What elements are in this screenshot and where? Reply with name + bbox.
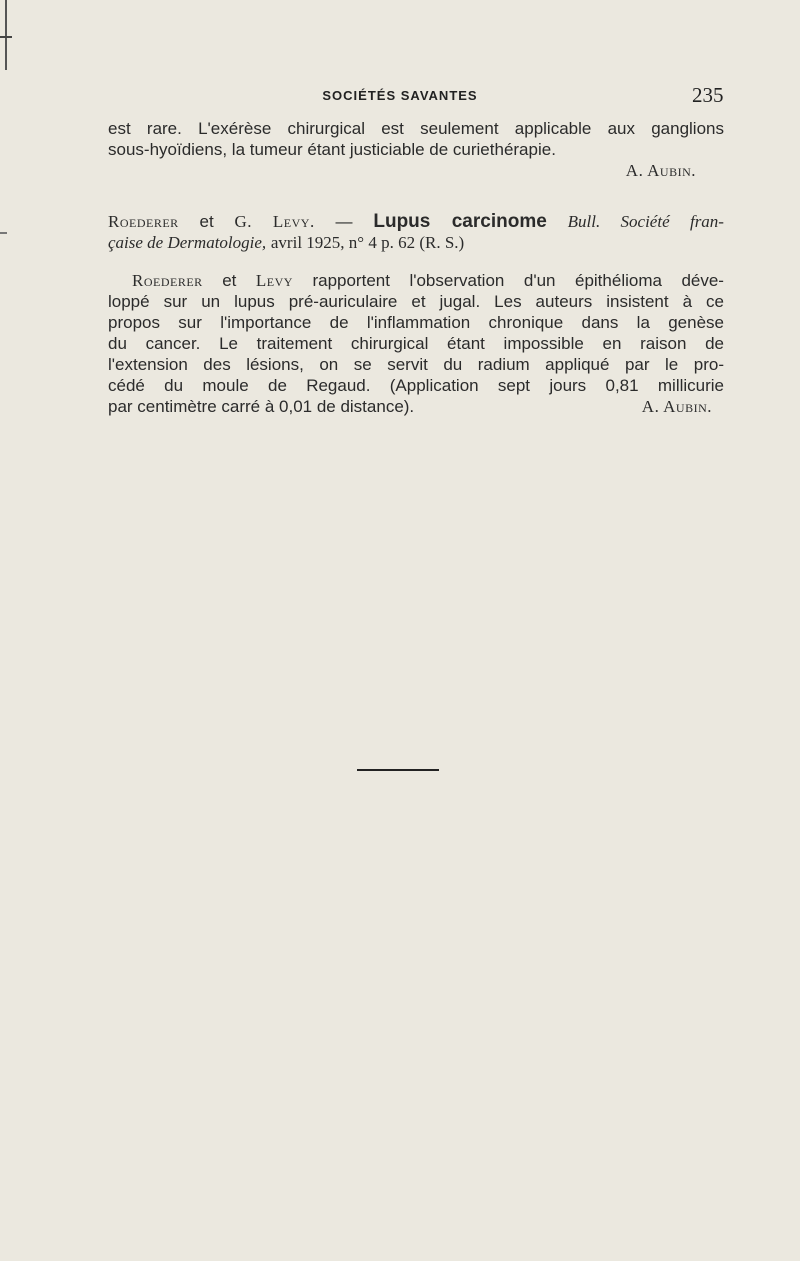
- paragraph-line: loppé sur un lupus pré-auriculaire et jugal. Les auteurs insistent à ce: [108, 292, 724, 311]
- paragraph-line: l'extension des lésions, on se servit du radium appliqué par le pro-: [108, 355, 724, 374]
- signature: A. Aubin.: [641, 397, 712, 416]
- margin-tick: [0, 232, 7, 234]
- paragraph-line: propos sur l'importance de l'inflammation chronique dans la genèse: [108, 313, 724, 332]
- journal-title: Bull. Société fran-: [567, 212, 724, 231]
- author-name: G. Levy.: [234, 212, 315, 231]
- paragraph-line: cédé du moule de Regaud. (Application sept jours 0,81 millicurie: [108, 376, 724, 395]
- reference-entry: [108, 211, 724, 253]
- reference-line: Roederer et G. Levy. — Lupus carcinome Bull. Société fran-: [108, 211, 724, 232]
- running-title: SOCIÉTÉS SAVANTES: [322, 88, 478, 103]
- abstract-paragraph: [108, 270, 724, 417]
- article-title: Lupus carcinome: [373, 211, 547, 232]
- paragraph-line: du cancer. Le traitement chirurgical étant impossible en raison de: [108, 334, 724, 353]
- reference-details: avril 1925, n° 4 p. 62 (R. S.): [270, 233, 465, 252]
- page-number: 235: [692, 83, 724, 107]
- author-name: Roederer: [108, 212, 179, 231]
- signature: A. Aubin.: [625, 161, 696, 180]
- page-edge-mark: [0, 0, 7, 70]
- paragraph-line: est rare. L'exérèse chirurgical est seulement applicable aux ganglions: [108, 119, 724, 138]
- paragraph-line: sous-hyoïdiens, la tumeur étant justiciable de curiethérapie.: [108, 140, 556, 159]
- paragraph-line: par centimètre carré à 0,01 de distance). A. Aubin.: [108, 397, 712, 416]
- section-end-rule: [357, 769, 439, 771]
- paragraph-line: Roederer et Levy rapportent l'observation d'un épithélioma déve-: [132, 271, 724, 290]
- page-edge-tick: [0, 36, 12, 38]
- author-name: Levy: [255, 271, 293, 290]
- author-name: Roederer: [132, 271, 203, 290]
- reference-line: [108, 232, 724, 253]
- journal-title: çaise de Dermatologie,: [108, 233, 267, 252]
- abstract-end-block: [108, 118, 724, 181]
